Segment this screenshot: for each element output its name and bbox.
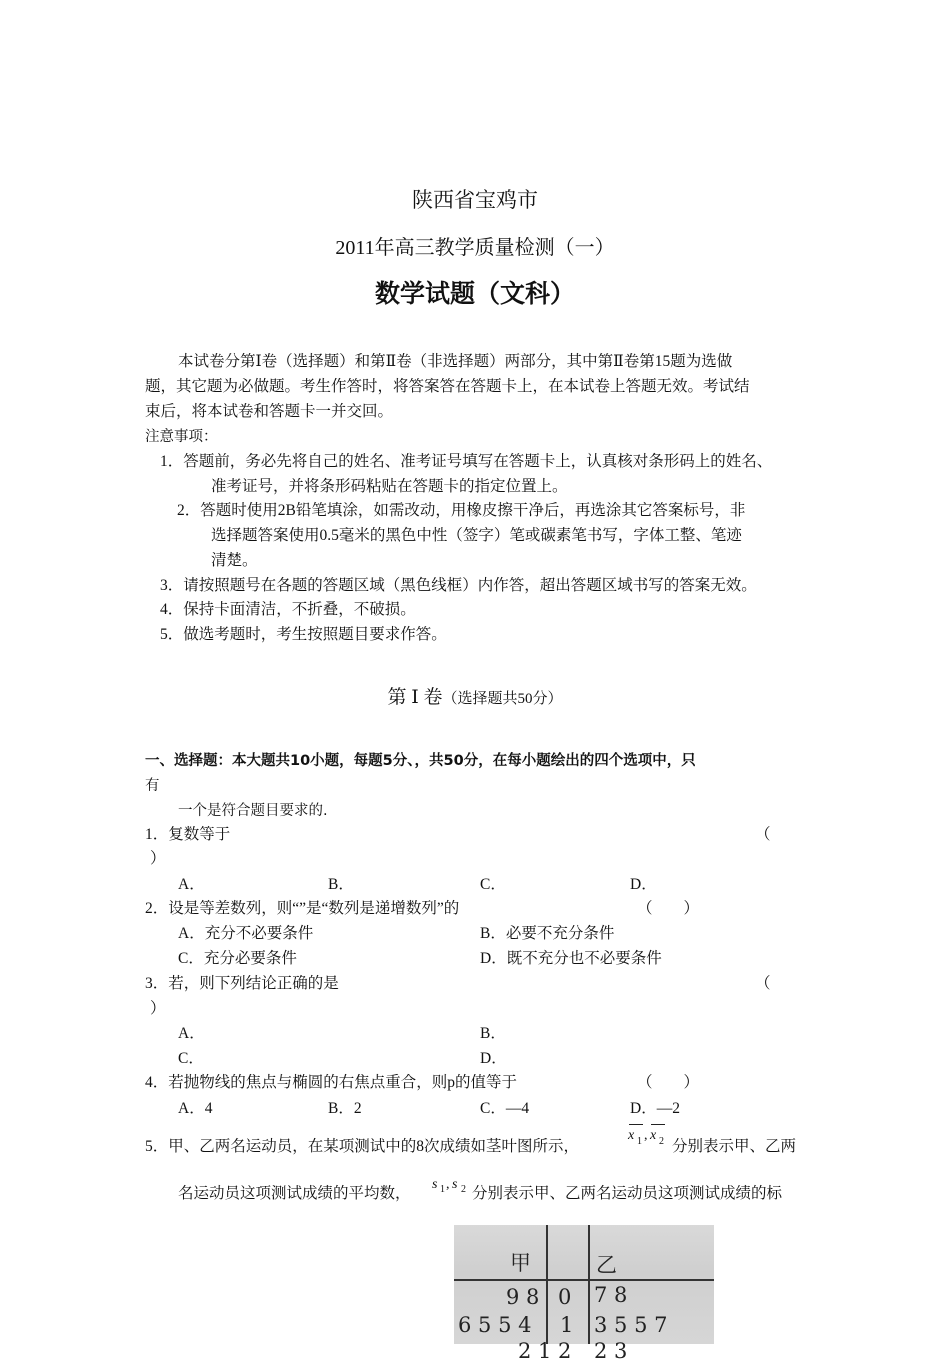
section-title bbox=[0, 688, 950, 709]
intro-line-3: 束后，将本试卷和答题卡一并交回。 bbox=[145, 403, 394, 420]
stem-leaf-row-left: 2 1 bbox=[518, 1339, 552, 1363]
xbar-2-sub: 2 bbox=[659, 1136, 664, 1147]
notice-item-1-cont: 准考证号，并将条形码粘贴在答题卡的指定位置上。 bbox=[211, 478, 568, 495]
stem-leaf-row-stem: 0 bbox=[558, 1285, 572, 1309]
q4-option-c: C．—4 bbox=[480, 1100, 530, 1117]
stem-leaf-row-right: 3 5 5 7 bbox=[594, 1313, 668, 1337]
s-2: s bbox=[452, 1177, 458, 1192]
stem-leaf-row-stem: 1 bbox=[560, 1313, 574, 1337]
q3-option-a: A． bbox=[178, 1025, 205, 1042]
q2-option-b: B．必要不充分条件 bbox=[480, 925, 615, 942]
q5-xbar-formula bbox=[627, 1122, 671, 1154]
part1-heading-cont: 一个是符合题目要求的. bbox=[178, 803, 328, 819]
section-subtitle: （选择题共50分） bbox=[442, 691, 563, 707]
s-1: s bbox=[432, 1177, 438, 1192]
part1-heading: 一、选择题：本大题共10小题，每题5分、，共50分，在每小题绘出的四个选项中，只 bbox=[145, 753, 696, 769]
stem-leaf-head-right: 乙 bbox=[596, 1253, 617, 1277]
q2-option-d: D．既不充分也不必要条件 bbox=[480, 950, 662, 967]
stem-leaf-row-left: 9 8 bbox=[506, 1285, 540, 1309]
q1-option-c: C． bbox=[480, 876, 506, 893]
stem-leaf-row-right: 2 3 bbox=[594, 1339, 628, 1363]
notice-item-2-cont2: 清楚。 bbox=[211, 552, 258, 569]
q5-line2-tail: 分别表示甲、乙两名运动员这项测试成绩的标 bbox=[472, 1185, 783, 1202]
q3-paren-open: （ bbox=[755, 975, 771, 992]
q4-stem: 4．若抛物线的焦点与椭圆的右焦点重合，则p的值等于 bbox=[145, 1074, 518, 1091]
q1-paren-open: （ bbox=[755, 826, 771, 843]
stem-leaf-head-left: 甲 bbox=[510, 1251, 531, 1275]
q1-option-d: D． bbox=[630, 876, 657, 893]
stem-leaf-row-right: 7 8 bbox=[594, 1283, 628, 1307]
s-2-sub: 2 bbox=[461, 1184, 466, 1195]
q5-line1-text: 5．甲、乙两名运动员，在某项测试中的8次成绩如茎叶图所示， bbox=[145, 1138, 580, 1155]
header-exam-name: 2011年高三教学质量检测（一） bbox=[335, 237, 615, 259]
q5-line1-tail: 分别表示甲、乙两 bbox=[672, 1138, 797, 1155]
q1-paren-close: ） bbox=[150, 850, 166, 867]
q1-option-b: B． bbox=[328, 876, 354, 893]
intro-line-2: 题，其它题为必做题。考生作答时，将答案答在答题卡上，在本试卷上答题无效。考试结 bbox=[145, 378, 750, 395]
q3-option-c: C． bbox=[178, 1050, 204, 1067]
notice-item-1: 1．答题前，务必先将自己的姓名、准考证号填写在答题卡上，认真核对条形码上的姓名、 bbox=[160, 453, 773, 470]
q2-option-a: A．充分不必要条件 bbox=[178, 925, 314, 942]
q4-option-a: A．4 bbox=[178, 1100, 213, 1117]
xbar-2: x bbox=[650, 1128, 657, 1143]
xbar-overline-2 bbox=[651, 1124, 665, 1125]
stem-leaf-hline bbox=[454, 1279, 714, 1281]
q1-stem: 1．复数等于 bbox=[145, 826, 231, 843]
xbar-overline-1 bbox=[629, 1124, 643, 1125]
xbar-comma: , bbox=[644, 1128, 648, 1143]
stem-leaf-vline-left bbox=[546, 1225, 548, 1344]
q3-paren-close: ） bbox=[150, 1000, 166, 1017]
q5-s-formula bbox=[430, 1173, 472, 1201]
xbar-1-sub: 1 bbox=[637, 1136, 642, 1147]
q2-stem: 2．设是等差数列，则“”是“数列是递增数列”的 bbox=[145, 900, 460, 917]
notice-item-2: 2．答题时使用2B铅笔填涂，如需改动，用橡皮擦干净后，再选涂其它答案标号，非 bbox=[177, 502, 746, 519]
notice-item-3: 3．请按照题号在各题的答题区域（黑色线框）内作答，超出答题区域书写的答案无效。 bbox=[160, 577, 757, 594]
header-region: 陕西省宝鸡市 bbox=[412, 188, 538, 212]
q3-stem: 3．若，则下列结论正确的是 bbox=[145, 975, 339, 992]
q5-line2-text: 名运动员这项测试成绩的平均数， bbox=[178, 1185, 411, 1202]
xbar-1: x bbox=[628, 1128, 635, 1143]
q1-option-a: A． bbox=[178, 876, 205, 893]
s-comma: , bbox=[446, 1177, 450, 1192]
notice-item-4: 4．保持卡面清洁，不折叠，不破损。 bbox=[160, 601, 416, 618]
q4-option-b: B．2 bbox=[328, 1100, 362, 1117]
notice-title: 注意事项： bbox=[145, 429, 218, 445]
part1-heading-wrap: 有 bbox=[145, 778, 160, 794]
stem-leaf-row-left: 6 5 5 4 bbox=[458, 1313, 532, 1337]
section-label: 第 Ⅰ 卷 bbox=[387, 687, 443, 708]
q4-option-d: D．—2 bbox=[630, 1100, 680, 1117]
stem-leaf-figure bbox=[454, 1225, 714, 1363]
stem-leaf-row-stem: 2 bbox=[558, 1339, 572, 1363]
q3-option-d: D． bbox=[480, 1050, 507, 1067]
stem-leaf-vline-right bbox=[588, 1225, 590, 1344]
notice-item-5: 5．做选考题时，考生按照题目要求作答。 bbox=[160, 626, 447, 643]
q3-option-b: B． bbox=[480, 1025, 506, 1042]
header-subject: 数学试题（文科） bbox=[374, 279, 575, 308]
notice-item-2-cont: 选择题答案使用0.5毫米的黑色中性（签字）笔或碳素笔书写，字体工整、笔迹 bbox=[211, 527, 742, 544]
q2-paren: （ ） bbox=[637, 900, 700, 917]
intro-line-1: 本试卷分第Ⅰ卷（选择题）和第Ⅱ卷（非选择题）两部分，其中第Ⅱ卷第15题为选做 bbox=[178, 353, 733, 370]
q4-paren: （ ） bbox=[637, 1074, 700, 1091]
q2-option-c: C．充分必要条件 bbox=[178, 950, 297, 967]
s-1-sub: 1 bbox=[440, 1184, 445, 1195]
